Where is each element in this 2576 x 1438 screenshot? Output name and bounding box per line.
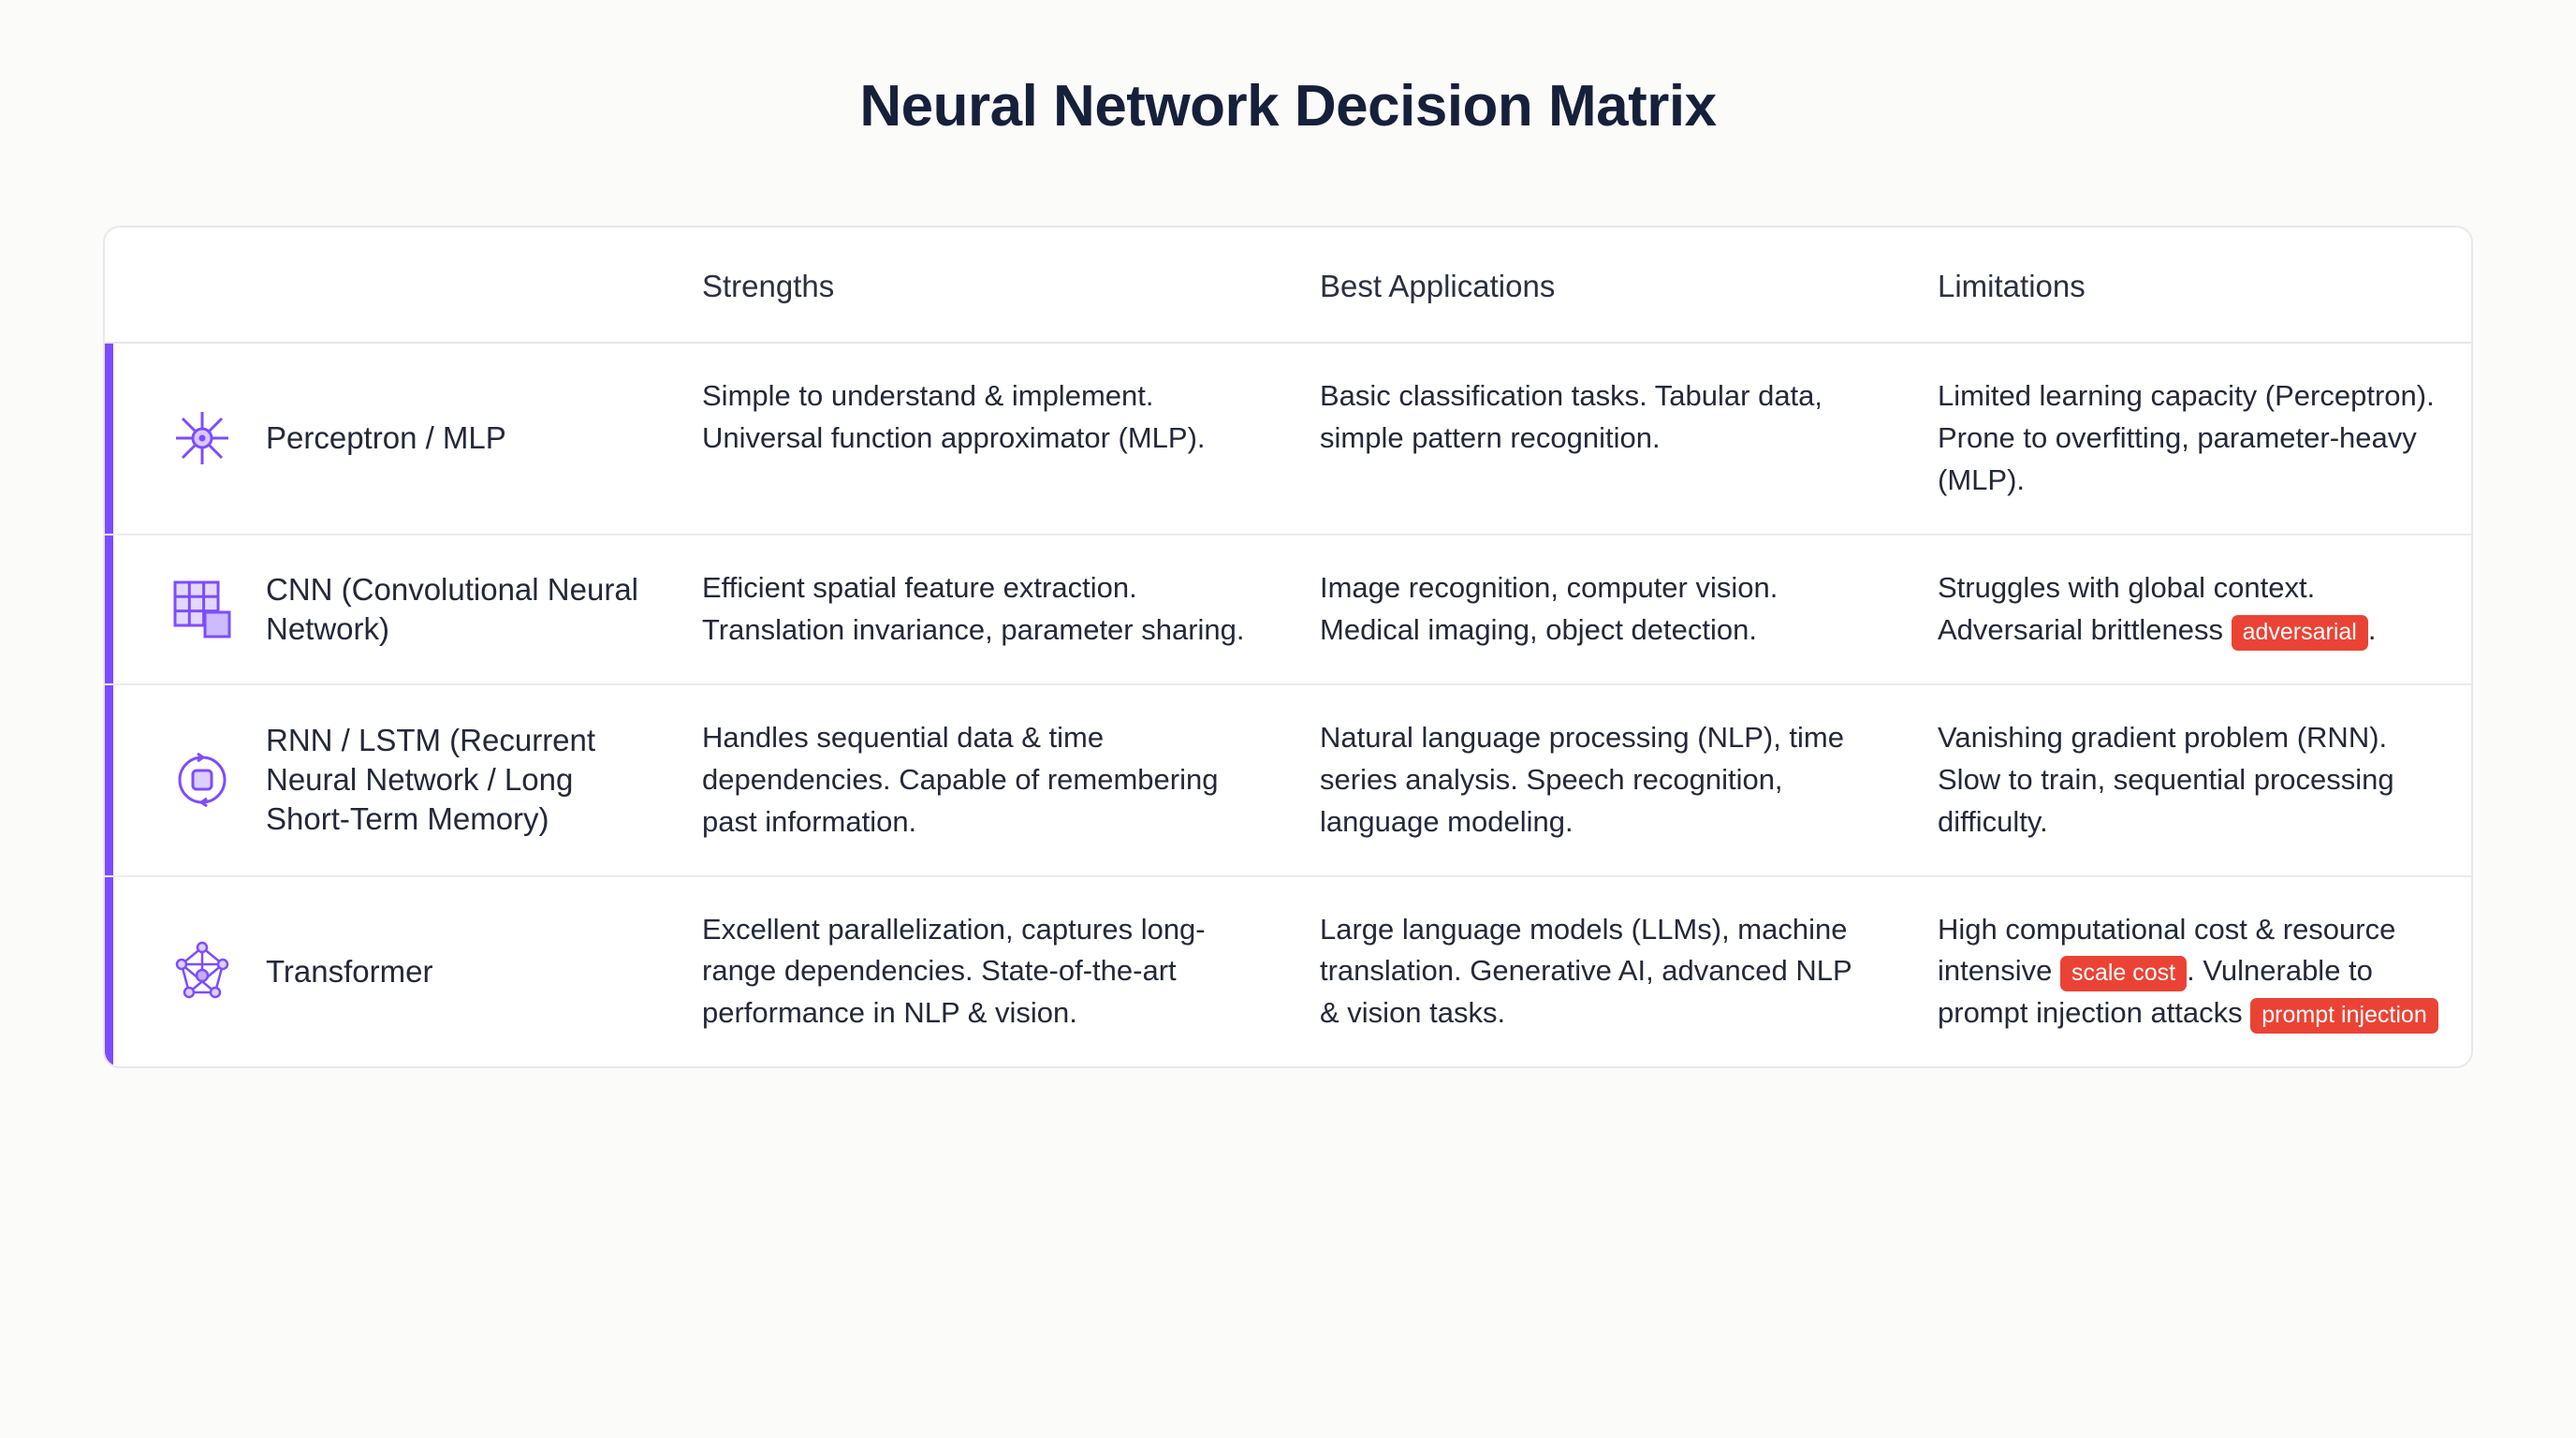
grid-icon bbox=[163, 570, 242, 649]
row-strengths-text: Efficient spatial feature extraction. Translation invariance, parameter sharing. bbox=[702, 570, 1245, 646]
table-row bbox=[105, 877, 2471, 1067]
row-applications-text: Image recognition, computer vision. Medical imaging, object detection. bbox=[1320, 570, 1778, 646]
row-applications-cell bbox=[1284, 685, 1902, 875]
row-applications-text: Large language models (LLMs), machine translation. Generative AI, advanced NLP & vision tasks. bbox=[1320, 912, 1852, 1030]
row-type-label: CNN (Convolutional Neural Network) bbox=[266, 571, 638, 646]
status-badge-prompt-injection: prompt injection bbox=[2250, 998, 2437, 1034]
row-applications-text: Basic classification tasks. Tabular data, simple pattern recognition. bbox=[1320, 379, 1823, 454]
row-limitations-text-mid: . Vulnerable to prompt injection attacks bbox=[1938, 954, 2373, 1030]
row-applications-cell bbox=[1284, 877, 1902, 1067]
header-cell-strengths bbox=[666, 227, 1284, 342]
row-type-cell bbox=[105, 877, 666, 1067]
header-cell-type bbox=[105, 227, 666, 342]
recurrent-icon bbox=[163, 741, 242, 819]
row-type-label: RNN / LSTM (Recurrent Neural Network / Long Short-Term Memory) bbox=[266, 723, 596, 837]
header-label-applications: Best Applications bbox=[1320, 269, 1556, 303]
row-limitations-text: Limited learning capacity (Perceptron). Prone to overfitting, parameter-heavy (MLP). bbox=[1938, 379, 2435, 496]
row-limitations-cell bbox=[1902, 344, 2471, 534]
row-applications-cell bbox=[1284, 536, 1902, 683]
row-limitations-text: Struggles with global context. Adversarial brittleness bbox=[1938, 570, 2316, 646]
row-limitations-cell bbox=[1902, 685, 2471, 875]
table-header-row bbox=[105, 227, 2471, 344]
decision-matrix-table bbox=[103, 226, 2473, 1068]
row-type-label: Transformer bbox=[266, 953, 433, 989]
row-limitations-text: High computational cost & resource intensive bbox=[1938, 912, 2396, 988]
status-badge-scale-cost: scale cost bbox=[2060, 956, 2187, 991]
header-label-limitations: Limitations bbox=[1938, 269, 2086, 303]
row-applications-cell bbox=[1284, 344, 1902, 534]
row-type-cell bbox=[105, 536, 666, 683]
table-row bbox=[105, 344, 2471, 536]
row-strengths-cell bbox=[666, 536, 1284, 683]
table-row bbox=[105, 536, 2471, 685]
page-title: Neural Network Decision Matrix bbox=[859, 74, 1717, 139]
row-applications-text: Natural language processing (NLP), time series analysis. Speech recognition, language modeling. bbox=[1320, 720, 1844, 838]
row-type-cell bbox=[105, 685, 666, 875]
row-strengths-text: Excellent parallelization, captures long-range dependencies. State-of-the-art performance in NLP & vision. bbox=[702, 912, 1206, 1030]
neuron-icon bbox=[163, 399, 242, 477]
row-accent-bar bbox=[105, 536, 113, 683]
network-graph-icon bbox=[163, 932, 242, 1011]
row-strengths-cell bbox=[666, 344, 1284, 534]
header-cell-applications bbox=[1284, 227, 1902, 342]
row-accent-bar bbox=[105, 685, 113, 875]
row-accent-bar bbox=[105, 877, 113, 1067]
row-strengths-cell bbox=[666, 685, 1284, 875]
row-limitations-cell bbox=[1902, 536, 2471, 683]
table-row bbox=[105, 685, 2471, 877]
row-accent-bar bbox=[105, 344, 113, 534]
row-type-label: Perceptron / MLP bbox=[266, 420, 506, 456]
header-label-strengths: Strengths bbox=[702, 269, 835, 303]
row-limitations-text-post: . bbox=[2367, 612, 2377, 646]
row-limitations-cell bbox=[1902, 877, 2471, 1067]
row-strengths-text: Simple to understand & implement. Universal function approximator (MLP). bbox=[702, 379, 1206, 454]
row-strengths-text: Handles sequential data & time dependencies. Capable of remembering past information. bbox=[702, 720, 1219, 838]
row-limitations-text: Vanishing gradient problem (RNN). Slow to train, sequential processing difficulty. bbox=[1938, 720, 2394, 838]
row-strengths-cell bbox=[666, 877, 1284, 1067]
row-type-cell bbox=[105, 344, 666, 534]
status-badge-adversarial: adversarial bbox=[2232, 615, 2368, 651]
header-cell-limitations bbox=[1902, 227, 2471, 342]
